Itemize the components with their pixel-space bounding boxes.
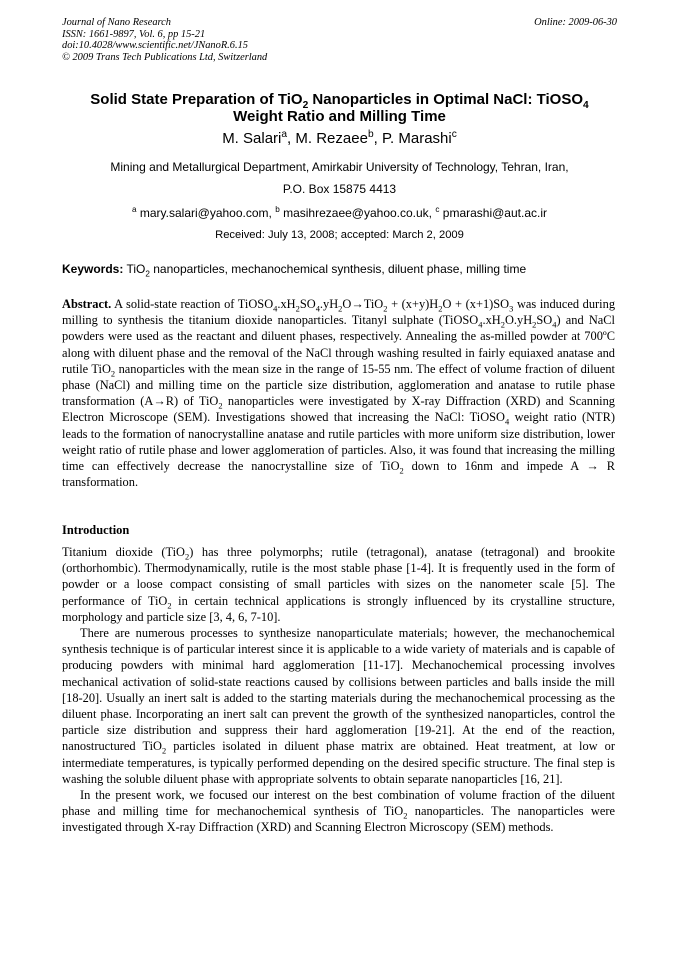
abstract-text: O.yH bbox=[504, 313, 533, 328]
abstract-text: weight ratio (NTR) leads to the formation of nanocrystalline anatase and rutile particles with more uniform size distribution, lower weight ratio of rutile phase and lower agglomeration of particles. Also, it was found that increasing the milling time can effectively decrease the nanocrystalline size of TiO bbox=[62, 410, 615, 474]
author-separator: , bbox=[373, 130, 382, 147]
subscript: 2 bbox=[438, 303, 443, 314]
abstract-text: was induced during milling to synthesis the titanium dioxide nanoparticles. Titanyl sulphate (TiOSO bbox=[62, 297, 616, 328]
subscript: 4 bbox=[273, 303, 278, 314]
paragraph-text: particles isolated in diluent phase matrix are obtained. Heat treatment, at low or intermediate temperatures, is typically performed depending on the desired specific structure. The final step is washing the soluble diluent phase with appropriate solvents to obtain separate nanoparticles [16, 21]. bbox=[62, 739, 615, 786]
affiliation bbox=[62, 156, 617, 200]
journal-issn: ISSN: 1661-9897, Vol. 6, pp 15-21 bbox=[62, 28, 206, 40]
email-mark: a bbox=[131, 205, 137, 214]
title-subscript: 2 bbox=[302, 100, 309, 111]
paragraph-text: ) has three polymorphs; rutile (tetragonal), anatase (tetragonal) and brookite (orthorhombic). Thermodynamically, rutile is the most stable phase [1-4]. It is frequently used in the form of powder or a loose compact consisting of small particles with sizes on the nanometer scale [5]. The performance of TiO bbox=[62, 545, 615, 608]
paragraph-text: in certain technical applications is strongly influenced by its crystalline structure, morphology and particle size [3, 4, 6, 7-10]. bbox=[62, 593, 616, 624]
abstract-text: + (x+y)H bbox=[387, 297, 439, 311]
abstract-text: O + (x+1)SO bbox=[442, 297, 510, 311]
journal-copyright: © 2009 Trans Tech Publications Ltd, Switzerland bbox=[62, 51, 268, 63]
subscript: 2 bbox=[338, 303, 343, 314]
abstract-text: nanoparticles with the mean size in the range of 15-55 nm. The effect of volume fraction of diluent phase (NaCl) and milling time on the particle size distribution, agglomeration and anatase to rutile phase transformation (A→R) of TiO bbox=[62, 361, 615, 409]
abstract-text: A solid-state reaction of TiOSO bbox=[111, 297, 274, 311]
author-affil-mark: a bbox=[281, 129, 288, 140]
author-affil-mark: c bbox=[451, 129, 457, 140]
subscript: 2 bbox=[403, 810, 408, 821]
subscript: 2 bbox=[184, 551, 190, 562]
paragraph-text: In the present work, we focused our interest on the best combination of volume fraction of the diluent phase and milling time for mechanochemical synthesis of TiO bbox=[62, 788, 615, 819]
paragraph-text: Titanium dioxide (TiO bbox=[62, 545, 185, 559]
title-line-2: Weight Ratio and Milling Time bbox=[233, 108, 446, 125]
journal-doi: doi:10.4028/www.scientific.net/JNanoR.6.15 bbox=[62, 40, 248, 52]
subscript: 2 bbox=[295, 303, 300, 314]
abstract bbox=[62, 296, 615, 490]
paragraph bbox=[62, 625, 615, 787]
abstract-text: SO bbox=[299, 297, 316, 311]
paragraph-text: There are numerous processes to synthesize nanoparticulate materials; however, the mechanochemical synthesis technique is of particular interest since it is applicable to a wide variety of materials and is capable of producing powders with minimal hard agglomeration [11-17]. Mechanochemical processing involves mechanical activation of solid-state reactions caused by collisions between particles and balls inside the mill [18-20]. Usually an inert salt is added to the starting materials during the mechanochemical processing as the diluent phase. Incorporating an inert salt can prevent the growth of the synthesized nanoparticles, control the particle size distribution and suppress their hard agglomeration [19-21]. At the end of the reaction, nanostructured TiO bbox=[62, 626, 615, 754]
online-date: Online: 2009-06-30 bbox=[534, 17, 617, 28]
received-dates: Received: July 13, 2008; accepted: March 2, 2009 bbox=[215, 229, 464, 241]
abstract-text: down to 16nm and impede A → R transformation. bbox=[62, 459, 615, 490]
subscript: 2 bbox=[167, 600, 172, 611]
subscript: 2 bbox=[399, 465, 404, 476]
subscript: 4 bbox=[315, 303, 320, 314]
subscript: 4 bbox=[552, 319, 557, 330]
subscript: 2 bbox=[218, 400, 223, 411]
email-address: pmarashi@aut.ac.ir bbox=[439, 206, 547, 220]
paragraph-text: nanoparticles. The nanoparticles were investigated through X-ray Diffraction (XRD) and Scanning Electron Microscopy (SEM) methods. bbox=[62, 804, 615, 835]
subscript: 4 bbox=[504, 416, 510, 427]
author-name: P. Marashi bbox=[381, 130, 452, 147]
subscript: 3 bbox=[509, 303, 514, 314]
keywords-label: Keywords: bbox=[62, 262, 124, 276]
subscript: 2 bbox=[383, 303, 388, 314]
email-mark: b bbox=[275, 205, 280, 214]
abstract-text: .xH bbox=[482, 313, 501, 328]
subscript: 2 bbox=[532, 319, 537, 330]
author-name: M. Salari bbox=[222, 130, 282, 147]
affiliation-line-2: P.O. Box 15875 4413 bbox=[282, 182, 397, 196]
email-address: masihrezaee@yahoo.co.uk, bbox=[279, 206, 436, 220]
subscript: 2 bbox=[161, 745, 167, 756]
journal-name: Journal of Nano Research bbox=[62, 17, 171, 28]
email-address: mary.salari@yahoo.com, bbox=[136, 206, 276, 220]
paragraph bbox=[62, 787, 615, 836]
title-text: Solid State Preparation of TiO bbox=[90, 91, 303, 108]
abstract-text: SO bbox=[536, 313, 553, 328]
subscript: 4 bbox=[478, 319, 483, 330]
abstract-text: O→TiO bbox=[342, 297, 384, 311]
section-heading-introduction: Introduction bbox=[62, 523, 130, 537]
paragraph bbox=[62, 544, 615, 625]
abstract-text: nanoparticles were investigated by X-ray Diffraction (XRD) and Scanning Electron Microscope (SEM). Investigations showed that increasing the NaCl: TiOSO bbox=[62, 394, 616, 425]
abstract-label: Abstract. bbox=[62, 297, 112, 311]
affiliation-line-1: Mining and Metallurgical Department, Amirkabir University of Technology, Tehran, Iran, bbox=[110, 160, 569, 174]
abstract-text: ) and NaCl powders were used as the reactant and diluent phases, respectively. Annealing the as-milled powder at 700ºC along with diluent phase and the removal of the NaCl through washing resulted in fairly equiaxed anatase and rutile TiO bbox=[62, 313, 615, 376]
keywords-text: TiO bbox=[123, 262, 146, 276]
subscript: 2 bbox=[110, 368, 116, 379]
introduction-body bbox=[62, 544, 615, 836]
keywords-text: nanoparticles, mechanochemical synthesis, diluent phase, milling time bbox=[149, 262, 527, 276]
abstract-text: .yH bbox=[319, 297, 339, 311]
email-mark: c bbox=[435, 205, 440, 214]
paper-title bbox=[62, 91, 617, 125]
journal-header bbox=[62, 17, 617, 63]
author-separator: , bbox=[287, 130, 296, 147]
abstract-text: .xH bbox=[277, 297, 296, 311]
keywords bbox=[62, 262, 617, 277]
subscript: 2 bbox=[500, 319, 505, 330]
author-affil-mark: b bbox=[367, 129, 374, 140]
title-line-1 bbox=[62, 91, 617, 111]
keywords-subscript: 2 bbox=[145, 269, 150, 279]
author-emails bbox=[62, 206, 617, 221]
author-list bbox=[62, 130, 617, 148]
author-name: M. Rezaee bbox=[295, 130, 368, 147]
title-text: Nanoparticles in Optimal NaCl: TiOSO bbox=[308, 91, 584, 108]
title-subscript: 4 bbox=[583, 100, 589, 111]
